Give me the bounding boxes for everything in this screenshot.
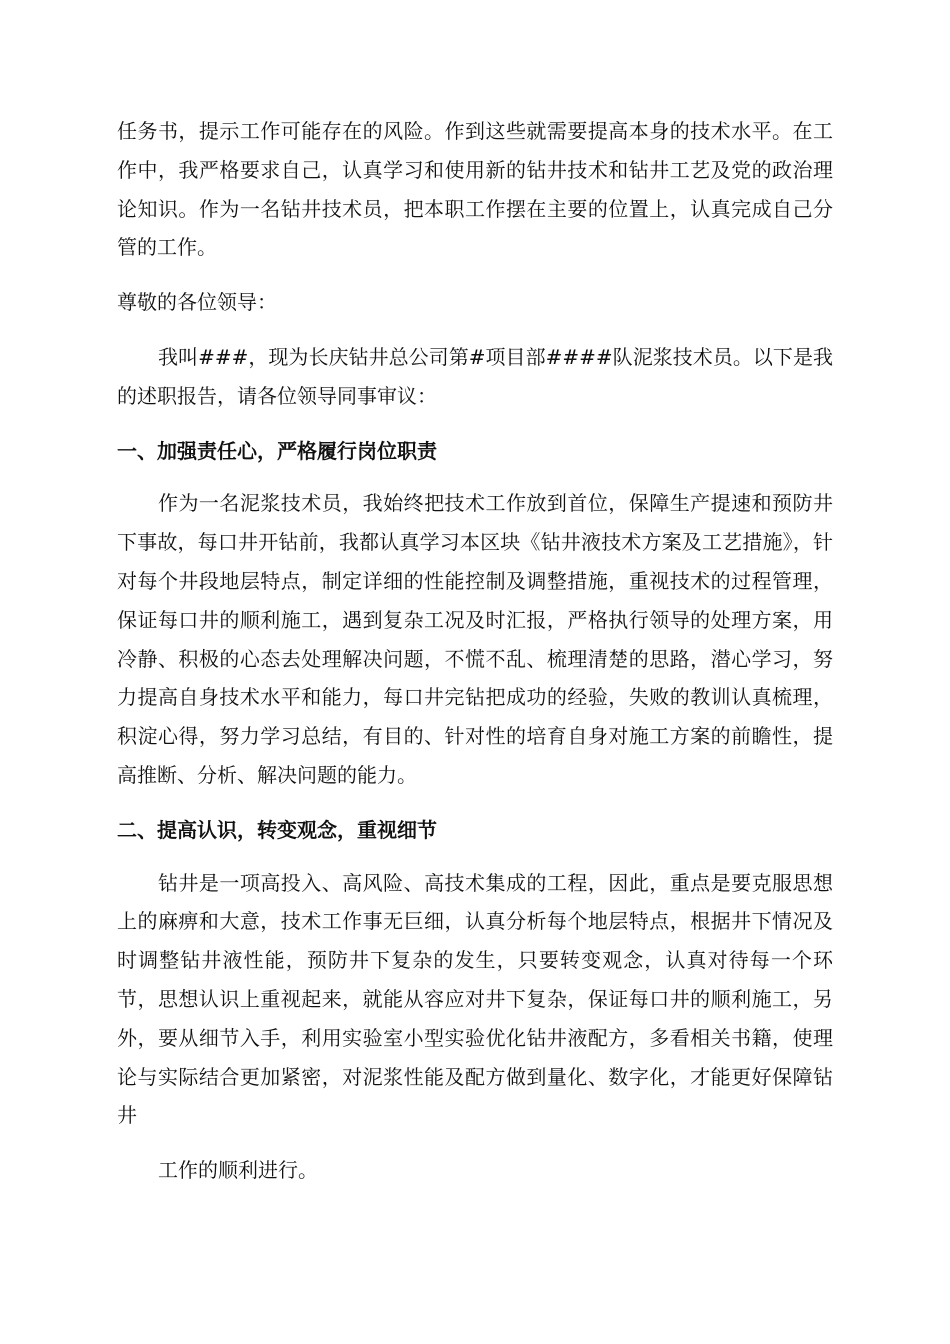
intro-paragraph: 任务书，提示工作可能存在的风险。作到这些就需要提高本身的技术水平。在工作中，我严格要求自己，认真学习和使用新的钻井技术和钻井工艺及党的政治理论知识。作为一名钻井技术员，把本职工作摆在主要的位置上，认真完成自己分管的工作。 [117, 119, 833, 260]
section-heading-1: 一、加强责任心，严格履行岗位职责 [117, 438, 437, 463]
closing-paragraph: 工作的顺利进行。 [158, 1158, 318, 1183]
section-2-paragraph: 钻井是一项高投入、高风险、高技术集成的工程，因此，重点是要克服思想上的麻痹和大意，技术工作事无巨细，认真分析每个地层特点，根据井下情况及时调整钻井液性能，预防井下复杂的发生，只要转变观念，认真对待每一个环节，思想认识上重视起来，就能从容应对井下复杂，保证每口井的顺利施工，另外，要从细节入手，利用实验室小型实验优化钻井液配方，多看相关书籍，使理论与实际结合更加紧密，对泥浆性能及配方做到量化、数字化，才能更好保障钻井 [117, 870, 833, 1128]
self-introduction-paragraph: 我叫###，现为长庆钻井总公司第#项目部####队泥浆技术员。以下是我的述职报告，请各位领导同事审议： [117, 344, 833, 408]
document-page [117, 112, 833, 1190]
section-heading-2: 二、提高认识，转变观念，重视细节 [117, 817, 437, 842]
section-1-paragraph: 作为一名泥浆技术员，我始终把技术工作放到首位，保障生产提速和预防井下事故，每口井开钻前，我都认真学习本区块《钻井液技术方案及工艺措施》，针对每个井段地层特点，制定详细的性能控制及调整措施，重视技术的过程管理，保证每口井的顺利施工，遇到复杂工况及时汇报，严格执行领导的处理方案，用冷静、积极的心态去处理解决问题，不慌不乱、梳理清楚的思路，潜心学习，努力提高自身技术水平和能力，每口井完钻把成功的经验，失败的教训认真梳理，积淀心得，努力学习总结，有目的、针对性的培育自身对施工方案的前瞻性，提高推断、分析、解决问题的能力。 [117, 491, 833, 787]
salutation: 尊敬的各位领导： [117, 290, 277, 315]
